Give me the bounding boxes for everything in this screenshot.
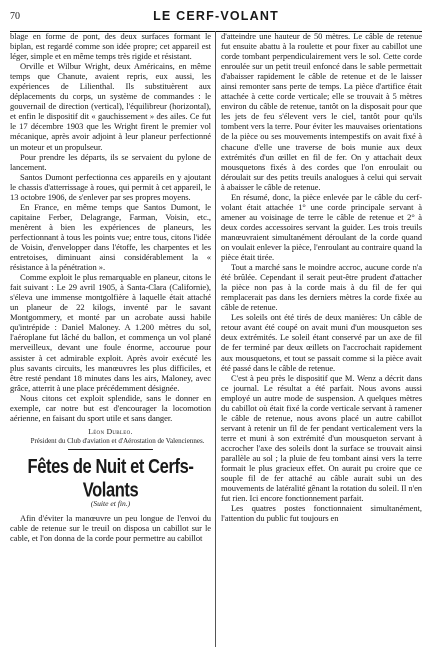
- paragraph: Santos Dumont perfectionna ces appareils en y ajoutant le chassis d'atterrissage à roues, qui permit à cet appareil, le 13 octobre 1906, de s'enlever par ses propres moyens.: [10, 171, 211, 202]
- paragraph: Comme exploit le plus remarquable en planeur, citons le fait suivant : Le 29 avril 1905, à Santa-Clara (Californie), s'éleva une immense montgolfière à laquelle était attaché un planeur de 22 kilogs, inventé par le savant Montgommery, et monté par un acrobate aussi habile qu'intrépide : Daniel Maloney. A 1.200 mètres du sol, l'aéroplane fut lâché du ballon, et commença un vol plané merveilleux, devant une foule énorme, accourue pour assister à cet admirable exploit. Après avoir exécuté les plus savants circuits, les manœuvres les plus difficiles, et être resté pendant 18 minutes dans les airs, Maloney, avec grâce, atterrit à une place précédemment désignée.: [10, 272, 211, 393]
- paragraph: d'atteindre une hauteur de 50 mètres. Le câble de retenue fut ensuite abattu à la roulette et pour fixer au cabillot une corde tombant perpendiculairement vers le sol. Cette corde enroulée sur un petit treuil enfoncé dans le sable permettait d'abaisser rapidement le câble de retenue et de le laisser ainsi remonter sans perte de temps. La pièce d'artifice était attachée à cette corde verticale; elle se trouvait à 5 mètres environ du câble de retenue, tantôt on la disposait pour que les jets de feu s'élevent vers le ciel, tantôt pour qu'ils tombent vers la terre. Pour éviter les mauvaises orientations de la pièce ou ses mouvements intempestifs on avait fixé à chacune d'elle une traverse de bois munie aux deux extrémités d'un œillet en fil de fer. On y attachait deux mousquetons fixés à des cordes que l'on enroulait ou déroulait sur des petits treuils analogues à celui qui servait à abaisser le câble de retenue.: [221, 31, 422, 192]
- paragraph: En France, en même temps que Santos Dumont, le capitaine Ferber, Delagrange, Farman, Voisin, etc., menèrent à bien les expériences de planeurs, les perfectionnant à tous les points vue; entre tous, citons l'idée de Voisin, d'envelopper dans l'étoffe, les charpentes et les entretoises, diminuant ainsi considérablement la « résistance à la pénétration ».: [10, 201, 211, 273]
- paragraph: Afin d'éviter la manœuvre un peu longue de l'envoi du cable de retenue sur le treuil on disposa un cabillot sur le cable, et l'on donna de la corde pour permettre au cabillot: [10, 512, 211, 543]
- paragraph: C'est à peu près le dispositif que M. Wenz a décrit dans ce journal. Le résultat a été parfait. Nous avons aussi employé un autre mode de suspension. A quelques mètres du cabillot où était fixé la corde verticale servant à ramener le câble de retenue, nous avons placé un autre cabillot servant à retenir un fil de fer pendant verticalement vers la terre et muni à son extrémité d'un mousqueton servant à accrocher l'axe des soleils dont la surface se trouvait ainsi parallèle au sol ; la pluie de feu tombant ainsi vers la terre formait le plus gracieux effet. On aurait pu croire que ce souple fil de fer attaché au câble aurait subi un des mouvements de latéralité gênant la rotation du soleil. Il n'en fut rien. Ici encore fonctionnement parfait.: [221, 372, 422, 504]
- paragraph: Pour prendre les départs, ils se servaient du pylone de lancement.: [10, 151, 211, 172]
- paragraph: Orville et Wilbur Wright, deux Américains, en même temps que Chanute, avaient repris, eux aussi, les expériences de Lilienthal. Ils substituèrent aux déplacements du corps, un système de commandes : le gouvernail de direction (vertical), l'équilibreur (horizontal), et enfin le dispositif dit « gauchissement » des ailes. Ce fut le 17 décembre 1903 que les Wright firent le premier vol mécanique, après avoir adjoint à leur planeur perfectionné un moteur et un propulseur.: [10, 61, 211, 152]
- article-signature: Léon Dubleo.: [88, 426, 133, 436]
- signature-note: Président du Club d'aviation et d'Aérostation de Valenciennes.: [30, 436, 205, 445]
- right-column: [221, 31, 422, 649]
- section-divider: [68, 449, 153, 450]
- left-column: [10, 31, 211, 649]
- paragraph: Les quatres postes fonctionnaient simultanément, l'attention du public fut toujours en: [221, 503, 422, 524]
- section-subtitle: (Suite et fin.): [90, 498, 131, 508]
- journal-title: LE CERF-VOLANT: [153, 9, 279, 23]
- page-number: 70: [10, 11, 20, 22]
- section-title: Fêtes de Nuit et Cerfs-Volants: [27, 455, 194, 501]
- paragraph: Tout a marché sans le moindre accroc, aucune corde n'a été brûlée. Cependant il serait peut-être prudent d'attacher la pièce non pas à la corde mais à du fil de fer qui remplacerait pas dans les derniers mètres la corde fixée au câble de retenue.: [221, 262, 422, 313]
- paragraph: Nous citons cet exploit splendide, sans le donner en exemple, car notre but est d'encourager la locomotion aérienne, en faisant du sport utile et sans danger.: [10, 392, 211, 423]
- column-divider: [215, 31, 216, 647]
- paragraph: Les soleils ont été tirés de deux manières: Un câble de retour avant été coupé on avait muni d'un mousqueton ses deux extrémités. Le soleil étant conservé par un axe de fil de fer terminé par deux œillets on l'accrochait rapidement aux mousquetons, et tout se passait comme si la pièce avait été passé dans le câble de retenue.: [221, 312, 422, 373]
- paragraph: En résumé, donc, la pièce enlevée par le câble du cerf-volant était attachée 1° une corde principale servant à amener au voisinage de terre le câble de retenue et 2° à deux cordes accessoires servant la guider. Les trois treuils manœuvraient simultanément déroulant de la corde quand on voulait enlever la pièce, l'enroulant au contraire quand la pièce était tirée.: [221, 191, 422, 263]
- paragraph: blage en forme de pont, des deux surfaces formant le biplan, est regardé comme son idée propre; cet appareil est léger, simple et en même temps très rigide et résistant.: [10, 31, 211, 62]
- page-header: [10, 9, 422, 27]
